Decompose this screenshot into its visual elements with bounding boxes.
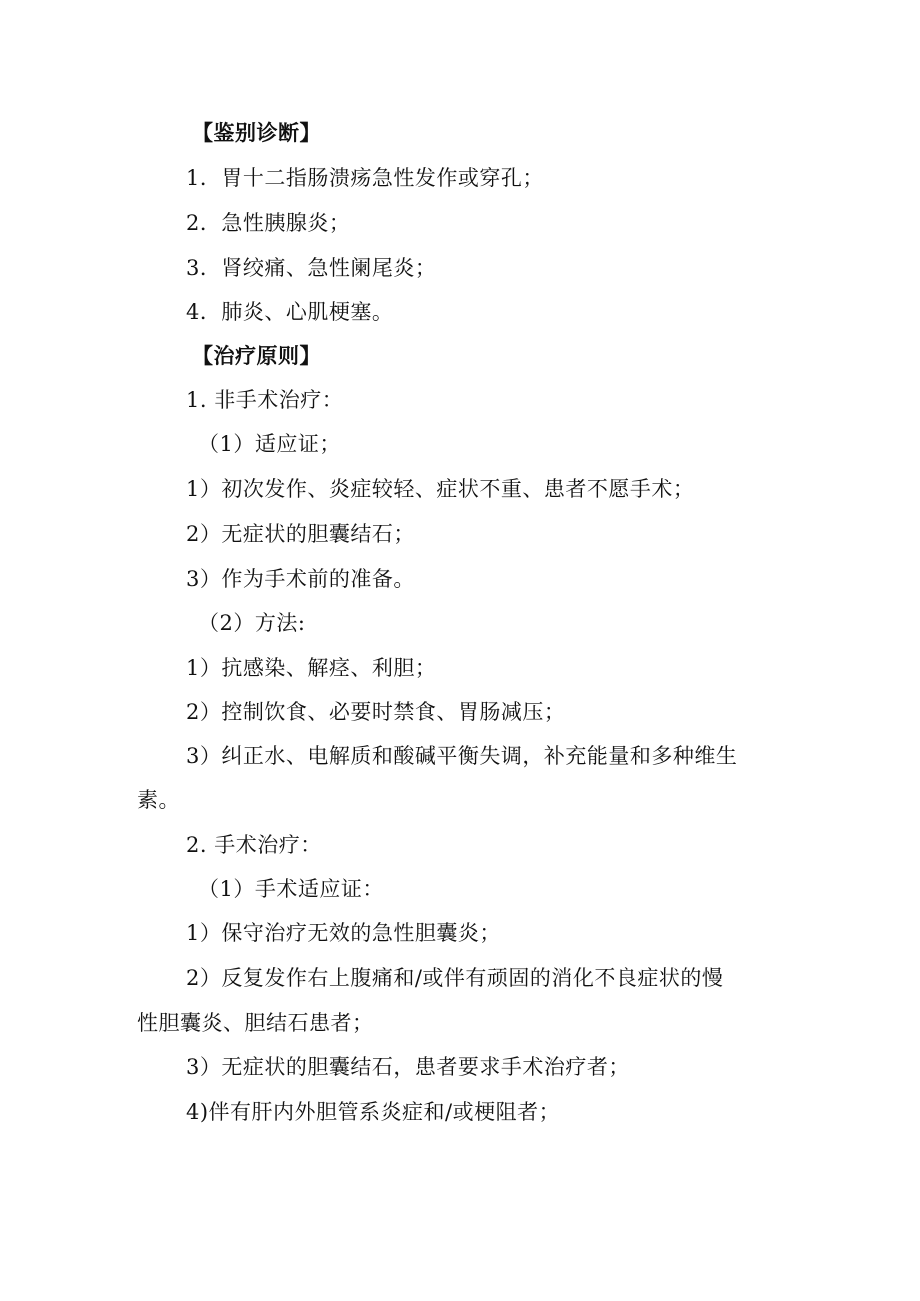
method-item: 3）纠正水、电解质和酸碱平衡失调，补充能量和多种维生 (186, 744, 738, 768)
surgical-indication-item: 3）无症状的胆囊结石，患者要求手术治疗者； (186, 1055, 630, 1079)
subsection-title-nonsurgical: 1. 非手术治疗： (186, 388, 344, 412)
indication-item: 2）无症状的胆囊结石； (186, 522, 415, 546)
method-item: 1）抗感染、解痉、利胆； (186, 656, 437, 680)
indication-item: 3）作为手术前的准备。 (186, 567, 415, 591)
diagnosis-item: 2．急性胰腺炎； (186, 211, 351, 235)
method-item: 2）控制饮食、必要时禁食、胃肠减压； (186, 700, 566, 724)
surgical-indication-item-continuation: 性胆囊炎、胆结石患者； (137, 1011, 374, 1035)
method-item-continuation: 素。 (137, 788, 180, 812)
section-heading-treatment-principles: 【治疗原则】 (192, 344, 321, 368)
diagnosis-item: 4．肺炎、心肌梗塞。 (186, 300, 394, 324)
diagnosis-item: 1．胃十二指肠溃疡急性发作或穿孔； (186, 166, 544, 190)
surgical-indication-title: （1）手术适应证： (198, 877, 384, 901)
surgical-indication-item: 2）反复发作右上腹痛和/或伴有顽固的消化不良症状的慢 (186, 966, 724, 990)
indication-item: 1）初次发作、炎症较轻、症状不重、患者不愿手术； (186, 477, 695, 501)
method-title: （2）方法: (198, 611, 306, 635)
surgical-indication-item: 4)伴有肝内外胆管系炎症和/或梗阻者； (186, 1100, 561, 1124)
surgical-indication-item: 1）保守治疗无效的急性胆囊炎； (186, 921, 501, 945)
subsection-title-surgical: 2. 手术治疗： (186, 833, 322, 857)
section-heading-differential-diagnosis: 【鉴别诊断】 (192, 121, 321, 145)
diagnosis-item: 3．肾绞痛、急性阑尾炎； (186, 256, 437, 280)
indication-title: （1）适应证； (198, 432, 341, 456)
